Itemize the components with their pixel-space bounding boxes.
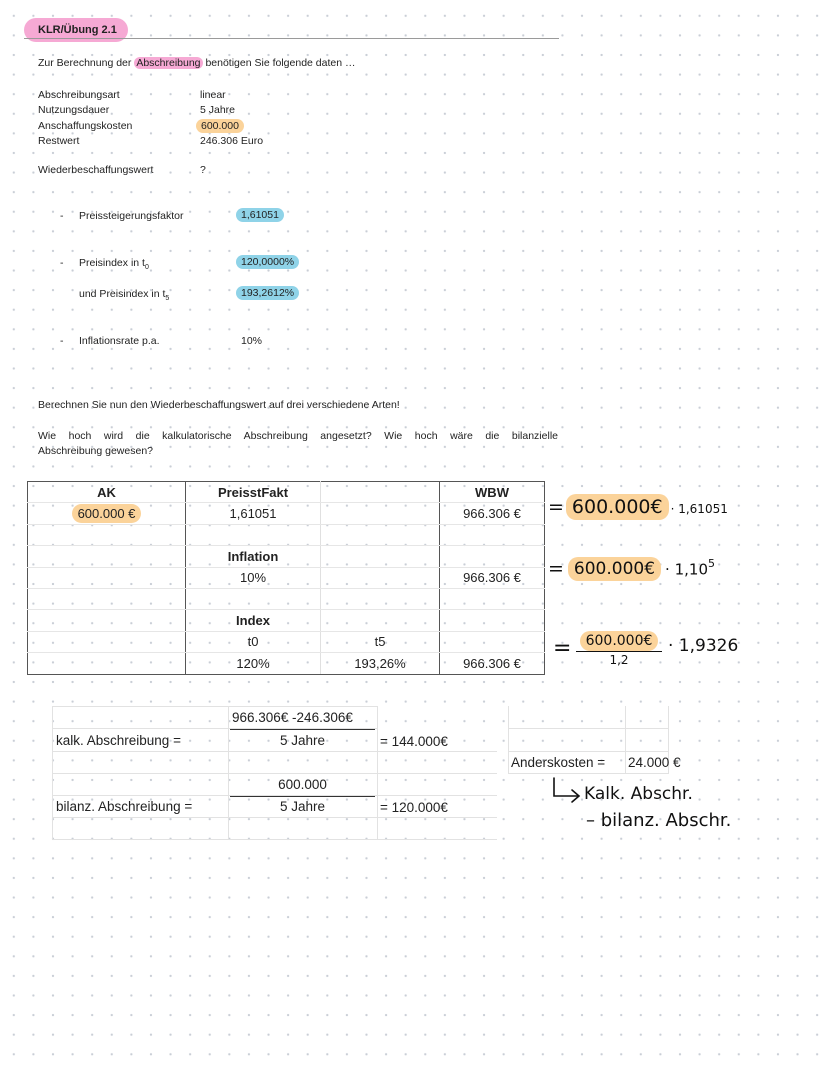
bullet-value: 1,61051 [236, 208, 284, 222]
task-2-line2: Abschreibung gewesen? [38, 445, 153, 457]
formula-3-eq: = [553, 636, 572, 661]
bullet-dash: - [60, 210, 64, 222]
title-divider [24, 38, 559, 39]
bullet-label: und Preisindex in $t_5$ [79, 288, 170, 303]
ak-header: AK [28, 482, 186, 503]
bullet-label: Preissteigerungsfaktor [79, 210, 184, 222]
pf-value: 1,61051 [186, 503, 321, 524]
anders-value: 24.000 € [628, 755, 681, 770]
bullet-value: 10% [241, 335, 263, 347]
t0-value: 120% [186, 653, 321, 674]
formula-3-fraction: 600.000€ 1,2 [574, 630, 664, 667]
kalk-result: = 144.000€ [380, 734, 448, 749]
note-kalk: Kalk. Abschr. [584, 784, 693, 804]
inflation-value: 10% [186, 567, 321, 588]
wbw-value-3: 966.306 € [440, 653, 545, 674]
formula-2: = 600.000€ · $1,10^5$ [548, 557, 715, 580]
t5-value: 193,26% [321, 653, 440, 674]
anders-label: Anderskosten = [511, 755, 606, 770]
wbw-value-1: 966.306 € [440, 503, 545, 524]
bullet-label: Inflationsrate p.a. [79, 335, 160, 347]
bullet-dash: - [60, 335, 64, 347]
inflation-header: Inflation [186, 546, 321, 567]
kalk-numerator: 966.306€ -246.306€ [232, 710, 353, 725]
formula-3-rest: · 1,9326 [668, 636, 739, 656]
pf-header: PreisstFakt [186, 482, 321, 503]
wbw-table [27, 481, 545, 675]
t5-header: t5 [321, 631, 440, 652]
task-1: Berechnen Sie nun den Wiederbeschaffungswert auf drei verschiedene Arten! [38, 399, 400, 411]
kalk-denominator: 5 Jahre [279, 733, 326, 748]
fraction-line [230, 796, 375, 797]
wbw-header: WBW [440, 482, 545, 503]
bullet-value: 120,0000% [236, 255, 299, 269]
ak-value: 600.000 € [72, 504, 142, 523]
anschaffungskosten-value: 600.000 [196, 119, 244, 133]
bullet-label: Preisindex in $t_0$ [79, 257, 149, 272]
param-values: linear 5 Jahre 600.000 246.306 Euro [200, 88, 263, 149]
index-header: Index [186, 610, 321, 631]
intro-highlight: Abschreibung [136, 57, 201, 69]
formula-1: = 600.000€ · 1,61051 [548, 496, 728, 518]
intro-text: Zur Berechnung der Abschreibung benötigen Sie folgende daten … [38, 57, 356, 69]
param-labels: Abschreibungsart Nutzungsdauer Anschaffungskosten Restwert [38, 89, 133, 147]
bil-denominator: 5 Jahre [279, 799, 326, 814]
bullet-value: 193,2612% [236, 286, 299, 300]
note-bilanz: – bilanz. Abschr. [586, 810, 732, 831]
fraction-line [230, 729, 375, 730]
t0-header: t0 [186, 631, 321, 652]
bullet-dash: - [60, 257, 64, 269]
page-title: KLR/Übung 2.1 [38, 24, 117, 36]
kalk-label: kalk. Abschreibung = [56, 733, 181, 748]
arrow-icon [548, 776, 588, 806]
task-2-line1: Wie hoch wird die kalkulatorische Abschreibung angesetzt? Wie hoch wäre die bilanzielle [38, 430, 558, 442]
bil-label: bilanz. Abschreibung = [56, 799, 193, 814]
bil-numerator: 600.000 [278, 777, 327, 792]
bil-result: = 120.000€ [380, 800, 448, 815]
wbw-value-2: 966.306 € [440, 567, 545, 588]
wbw-value: ? [200, 164, 206, 176]
wbw-label: Wiederbeschaffungswert [38, 164, 154, 176]
